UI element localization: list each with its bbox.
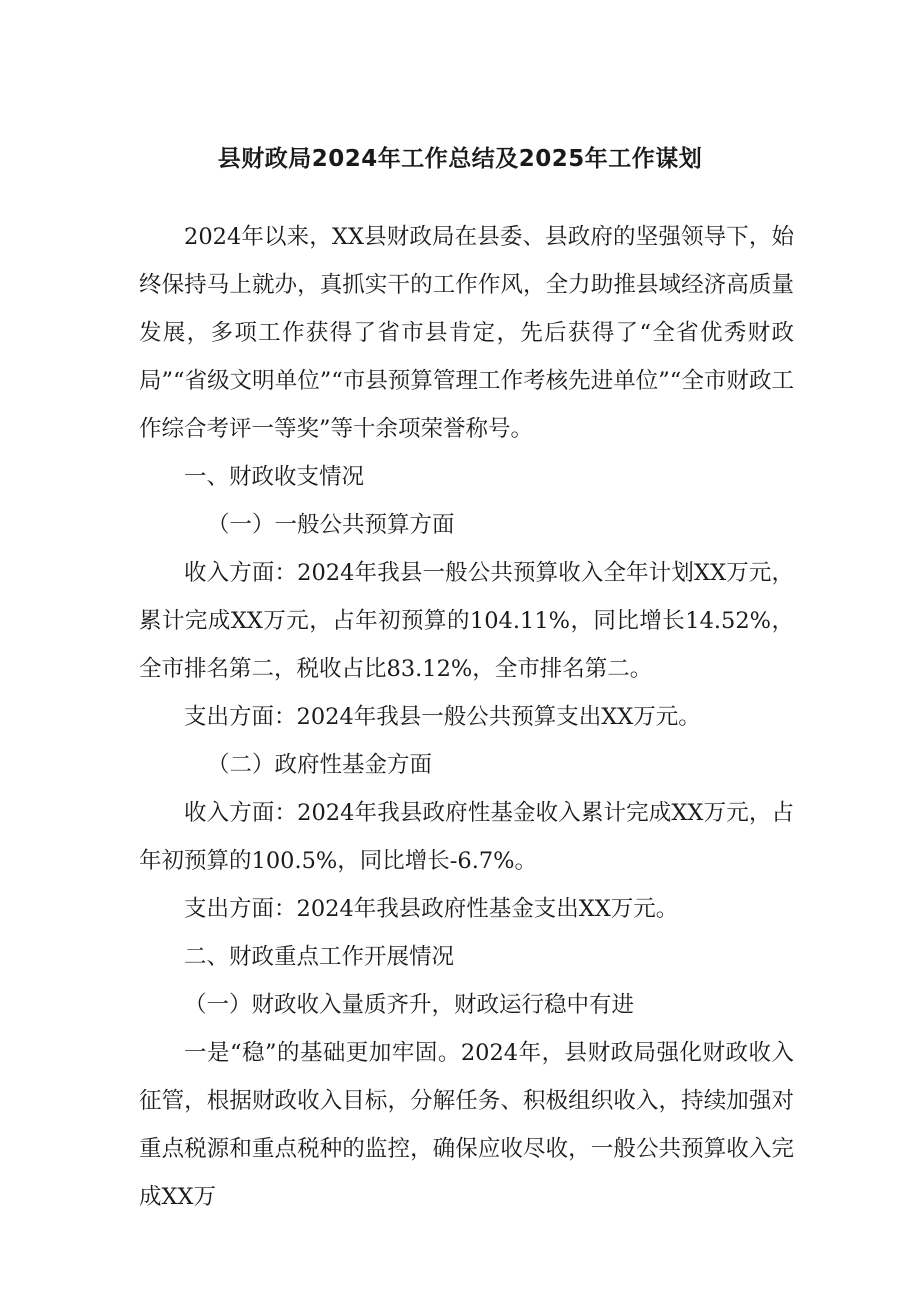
- subsection-heading-1-1: （一）一般公共预算方面: [207, 512, 455, 538]
- revenue-paragraph-fund: 收入方面：2024年我县政府性基金收入累计完成XX万元，占年初预算的100.5%，同比增长-6.7%。: [139, 800, 794, 874]
- subsection-heading-2-1: （一）财政收入量质齐升，财政运行稳中有进: [184, 992, 635, 1018]
- revenue-paragraph-general: 收入方面：2024年我县一般公共预算收入全年计划XX万元，累计完成XX万元，占年初预算的104.11%，同比增长14.52%，全市排名第二，税收占比83.12%，全市排名第二。: [139, 560, 794, 682]
- section-heading-2: 二、财政重点工作开展情况: [184, 944, 455, 970]
- subsection-heading-1-2: （二）政府性基金方面: [207, 752, 433, 778]
- stability-paragraph: 一是“稳”的基础更加牢固。2024年，县财政局强化财政收入征管，根据财政收入目标，分解任务、积极组织收入，持续加强对重点税源和重点税种的监控，确保应收尽收，一般公共预算收入完成XX万: [139, 1040, 794, 1210]
- document-body: [139, 213, 794, 1221]
- expenditure-paragraph-fund: 支出方面：2024年我县政府性基金支出XX万元。: [184, 896, 679, 922]
- intro-paragraph: 2024年以来，XX县财政局在县委、县政府的坚强领导下，始终保持马上就办，真抓实干的工作作风，全力助推县域经济高质量发展，多项工作获得了省市县肯定，先后获得了“全省优秀财政局”“省级文明单位”“市县预算管理工作考核先进单位”“全市财政工作综合考评一等奖”等十余项荣誉称号。: [139, 224, 794, 442]
- expenditure-paragraph-general: 支出方面：2024年我县一般公共预算支出XX万元。: [184, 704, 701, 730]
- document-title: 县财政局2024年工作总结及2025年工作谋划: [217, 146, 703, 172]
- section-heading-1: 一、财政收支情况: [184, 464, 365, 490]
